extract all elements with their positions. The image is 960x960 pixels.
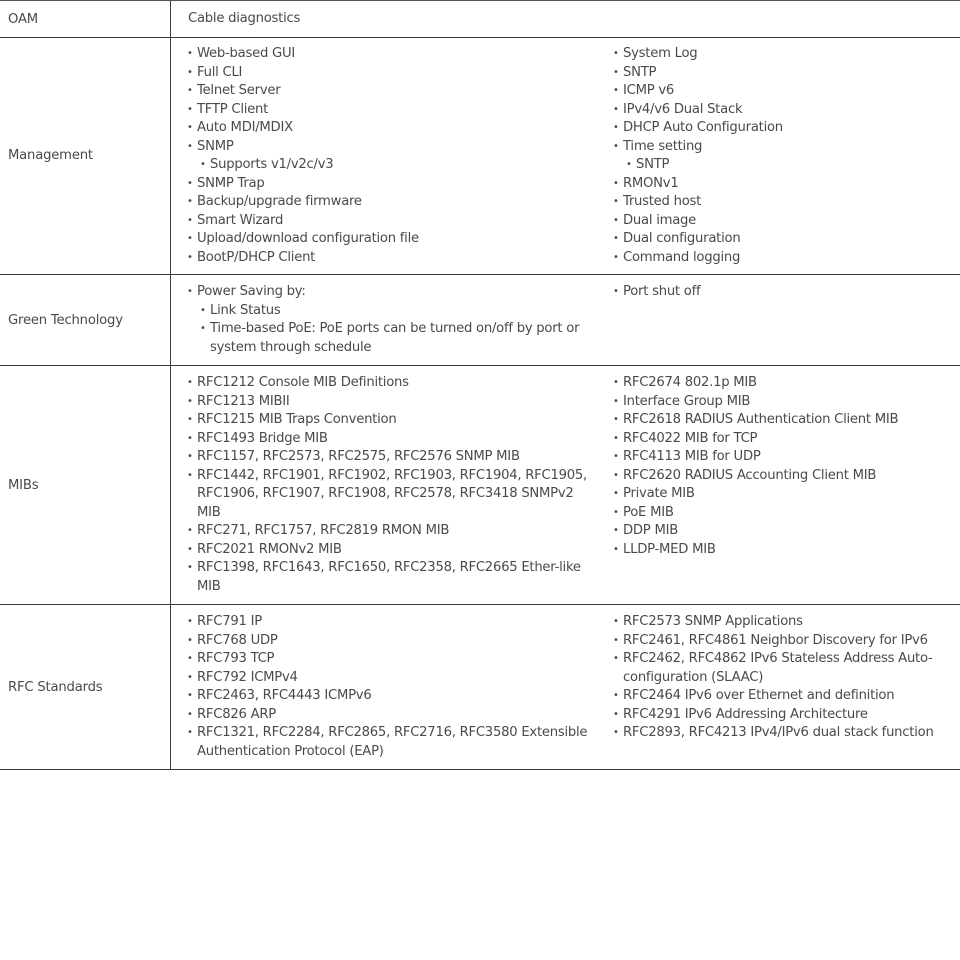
rfc-col-2 bbox=[612, 605, 952, 743]
list-item: • RFC1212 Console MIB Definitions bbox=[186, 374, 586, 393]
list-subitem: • SNTP bbox=[625, 156, 952, 175]
list-item: • Backup/upgrade firmware bbox=[186, 193, 586, 212]
list-item: • Smart Wizard bbox=[186, 212, 586, 231]
list-item: • Power Saving by: bbox=[186, 283, 586, 302]
list-item: • RFC271, RFC1757, RFC2819 RMON MIB bbox=[186, 522, 586, 541]
list-item: • RFC4022 MIB for TCP bbox=[612, 430, 952, 449]
list-item: • Dual configuration bbox=[612, 230, 952, 249]
list-item: • PoE MIB bbox=[612, 504, 952, 523]
row-oam bbox=[0, 0, 960, 38]
list-item: • RMONv1 bbox=[612, 175, 952, 194]
row-label-mibs: MIBs bbox=[0, 366, 171, 604]
list-item: • RFC4291 IPv6 Addressing Architecture bbox=[612, 706, 952, 725]
mibs-col-1 bbox=[186, 366, 586, 596]
list-item: • SNMP Trap bbox=[186, 175, 586, 194]
list-item: • RFC1493 Bridge MIB bbox=[186, 430, 586, 449]
list-item: • Private MIB bbox=[612, 485, 952, 504]
list-item: • DDP MIB bbox=[612, 522, 952, 541]
row-label-rfc-standards: RFC Standards bbox=[0, 605, 171, 769]
list-item: • DHCP Auto Configuration bbox=[612, 119, 952, 138]
row-mibs bbox=[0, 366, 960, 605]
row-label-management: Management bbox=[0, 37, 171, 274]
list-item: • RFC2462, RFC4862 IPv6 Stateless Address Auto-configuration (SLAAC) bbox=[612, 650, 943, 687]
list-item: • RFC2573 SNMP Applications bbox=[612, 613, 952, 632]
list-item: • Upload/download configuration file bbox=[186, 230, 586, 249]
oam-values bbox=[188, 1, 888, 29]
list-item: • BootP/DHCP Client bbox=[186, 249, 586, 268]
list-subitem: • Time-based PoE: PoE ports can be turned on/off by port or system through schedule bbox=[199, 320, 586, 357]
list-item: • Full CLI bbox=[186, 64, 586, 83]
list-item: • RFC2620 RADIUS Accounting Client MIB bbox=[612, 467, 952, 486]
list-item: • RFC2464 IPv6 over Ethernet and definition bbox=[612, 687, 952, 706]
list-item: • Dual image bbox=[612, 212, 952, 231]
rfc-col-1 bbox=[186, 605, 586, 761]
list-subitem: • Supports v1/v2c/v3 bbox=[199, 156, 586, 175]
row-management bbox=[0, 37, 960, 275]
list-item: • Port shut off bbox=[612, 283, 952, 302]
row-rfc-standards bbox=[0, 605, 960, 770]
list-item: • RFC792 ICMPv4 bbox=[186, 669, 586, 688]
list-item: • System Log bbox=[612, 45, 952, 64]
list-item: • LLDP-MED MIB bbox=[612, 541, 952, 560]
list-item: • ICMP v6 bbox=[612, 82, 952, 101]
list-item: • RFC2461, RFC4861 Neighbor Discovery for IPv6 bbox=[612, 632, 952, 651]
list-item: • Interface Group MIB bbox=[612, 393, 952, 412]
management-col-1 bbox=[186, 37, 586, 267]
list-item: • RFC826 ARP bbox=[186, 706, 586, 725]
row-label-green-technology: Green Technology bbox=[0, 275, 171, 365]
management-col-2 bbox=[612, 37, 952, 267]
list-item: • RFC1321, RFC2284, RFC2865, RFC2716, RFC3580 Extensible Authentication Protocol (EAP) bbox=[186, 724, 602, 761]
list-item: • Auto MDI/MDIX bbox=[186, 119, 586, 138]
list-item: • Telnet Server bbox=[186, 82, 586, 101]
list-item: • RFC2463, RFC4443 ICMPv6 bbox=[186, 687, 586, 706]
list-item: • Command logging bbox=[612, 249, 952, 268]
list-item: • RFC768 UDP bbox=[186, 632, 586, 651]
list-subitem: • Link Status bbox=[199, 302, 586, 321]
list-item: • SNMP bbox=[186, 138, 586, 157]
list-item: • RFC1213 MIBII bbox=[186, 393, 586, 412]
mibs-col-2 bbox=[612, 366, 952, 559]
list-item: • RFC1398, RFC1643, RFC1650, RFC2358, RFC2665 Ether-like MIB bbox=[186, 559, 592, 596]
list-item: • IPv4/v6 Dual Stack bbox=[612, 101, 952, 120]
list-item: • RFC791 IP bbox=[186, 613, 586, 632]
list-item: • RFC793 TCP bbox=[186, 650, 586, 669]
list-item: • SNTP bbox=[612, 64, 952, 83]
green-col-1 bbox=[186, 275, 586, 357]
row-green-technology bbox=[0, 275, 960, 366]
list-item: • RFC1215 MIB Traps Convention bbox=[186, 411, 586, 430]
row-label-oam: OAM bbox=[0, 1, 171, 37]
list-item: • RFC2021 RMONv2 MIB bbox=[186, 541, 586, 560]
list-item: • RFC2618 RADIUS Authentication Client MIB bbox=[612, 411, 952, 430]
list-item: • Time setting bbox=[612, 138, 952, 157]
list-item: • RFC1442, RFC1901, RFC1902, RFC1903, RFC1904, RFC1905, RFC1906, RFC1907, RFC1908, RFC2578, RFC3418 SNMPv2 MIB bbox=[186, 467, 592, 523]
list-item: • RFC2674 802.1p MIB bbox=[612, 374, 952, 393]
list-item: • RFC4113 MIB for UDP bbox=[612, 448, 952, 467]
list-item: • Web-based GUI bbox=[186, 45, 586, 64]
list-item: • TFTP Client bbox=[186, 101, 586, 120]
list-item: • RFC2893, RFC4213 IPv4/IPv6 dual stack function bbox=[612, 724, 952, 743]
green-col-2 bbox=[612, 275, 952, 302]
list-item: • RFC1157, RFC2573, RFC2575, RFC2576 SNMP MIB bbox=[186, 448, 586, 467]
list-item: • Trusted host bbox=[612, 193, 952, 212]
oam-value: Cable diagnostics bbox=[188, 11, 301, 26]
